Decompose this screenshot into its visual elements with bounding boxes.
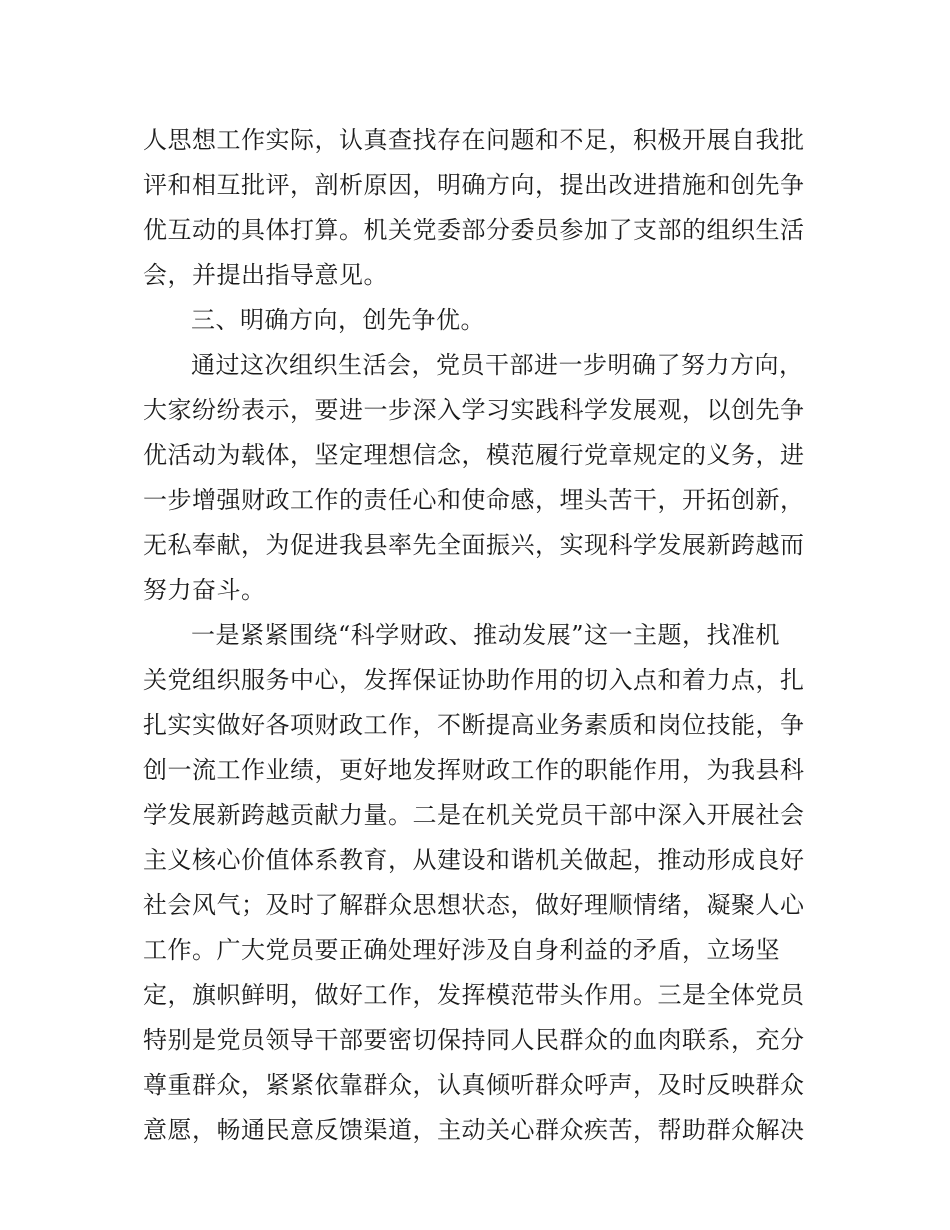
section-heading: 三、明确方向，创先争优。 [191, 306, 485, 334]
text-line: 定，旗帜鲜明，做好工作，发挥模范带头作用。三是全体党员 [143, 981, 805, 1009]
text-line: 扎实实做好各项财政工作，不断提高业务素质和岗位技能，争 [143, 711, 805, 739]
text-line: 努力奋斗。 [143, 576, 266, 604]
text-line: 尊重群众，紧紧依靠群众，认真倾听群众呼声，及时反映群众 [143, 1071, 805, 1099]
text-line: 社会风气；及时了解群众思想状态，做好理顺情绪，凝聚人心 [143, 891, 805, 919]
text-line: 一步增强财政工作的责任心和使命感，埋头苦干，开拓创新， [143, 486, 805, 514]
text-line: 主义核心价值体系教育，从建设和谐机关做起，推动形成良好 [143, 846, 805, 874]
text-line: 优活动为载体，坚定理想信念，模范履行党章规定的义务，进 [143, 441, 805, 469]
text-line: 人思想工作实际，认真查找存在问题和不足，积极开展自我批 [143, 126, 805, 154]
text-line: 学发展新跨越贡献力量。二是在机关党员干部中深入开展社会 [143, 801, 805, 829]
text-line: 一是紧紧围绕“科学财政、推动发展”这一主题，找准机 [191, 621, 781, 649]
text-line: 创一流工作业绩，更好地发挥财政工作的职能作用，为我县科 [143, 756, 805, 784]
text-line: 通过这次组织生活会，党员干部进一步明确了努力方向， [191, 351, 804, 379]
text-line: 工作。广大党员要正确处理好涉及自身利益的矛盾，立场坚 [143, 936, 780, 964]
text-line: 特别是党员领导干部要密切保持同人民群众的血肉联系，充分 [143, 1026, 805, 1054]
text-line: 会，并提出指导意见。 [143, 261, 388, 289]
text-line: 优互动的具体打算。机关党委部分委员参加了支部的组织生活 [143, 216, 805, 244]
text-line: 大家纷纷表示，要进一步深入学习实践科学发展观，以创先争 [143, 396, 805, 424]
text-line: 意愿，畅通民意反馈渠道，主动关心群众疾苦，帮助群众解决 [143, 1116, 805, 1144]
text-line: 关党组织服务中心，发挥保证协助作用的切入点和着力点，扎 [143, 666, 805, 694]
text-line: 评和相互批评，剖析原因，明确方向，提出改进措施和创先争 [143, 171, 805, 199]
text-line: 无私奉献，为促进我县率先全面振兴，实现科学发展新跨越而 [143, 531, 805, 559]
